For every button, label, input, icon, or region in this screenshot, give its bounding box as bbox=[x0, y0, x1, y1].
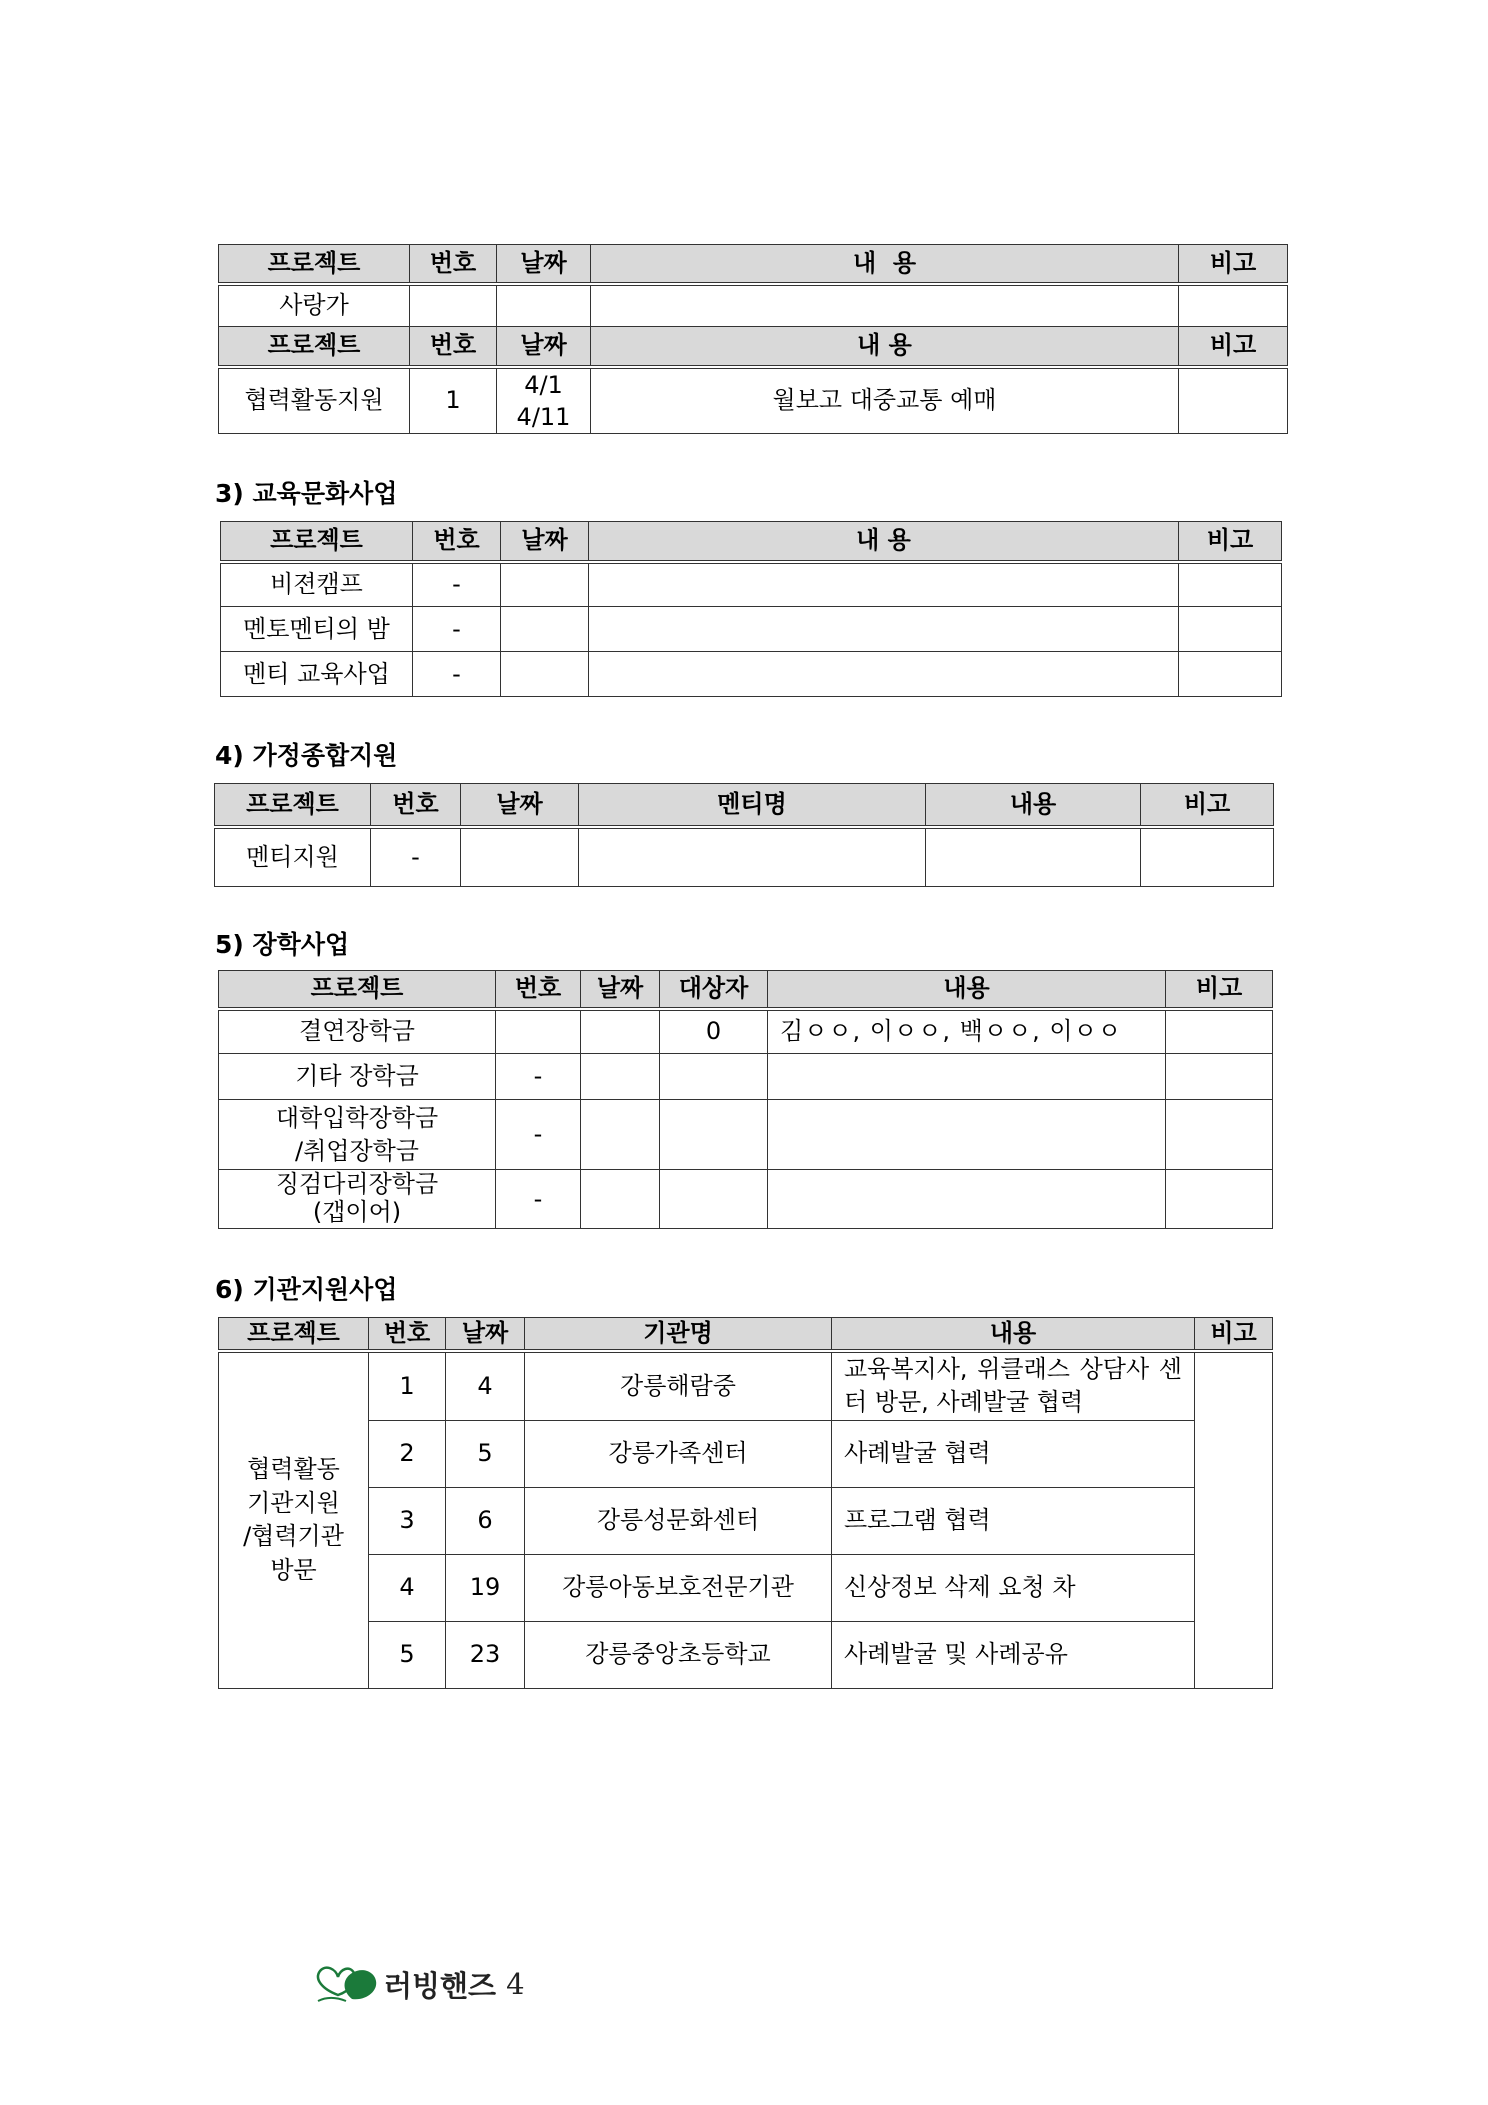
cell-number bbox=[496, 1009, 581, 1054]
section-title: 4) 가정종합지원 bbox=[215, 741, 398, 770]
cell-note bbox=[1179, 562, 1282, 607]
cell-target: 0 bbox=[660, 1009, 768, 1054]
header-number: 번호 bbox=[413, 522, 501, 562]
table-header-row bbox=[219, 245, 1288, 284]
table-header-row bbox=[219, 1318, 1273, 1351]
table-row bbox=[219, 1100, 1273, 1170]
cell-date bbox=[497, 367, 591, 434]
table-row bbox=[219, 1054, 1273, 1100]
header-number: 번호 bbox=[369, 1318, 446, 1351]
cell-target bbox=[660, 1054, 768, 1100]
cell-mentee-name bbox=[579, 827, 926, 887]
header-project: 프로젝트 bbox=[219, 245, 410, 284]
footer-logo bbox=[312, 1960, 525, 2008]
cell-project: 비젼캠프 bbox=[221, 562, 413, 607]
cell-project bbox=[219, 1170, 496, 1229]
cell-date bbox=[581, 1009, 660, 1054]
cell-project: 협력활동지원 bbox=[219, 367, 410, 434]
project-line: (갭이어) bbox=[312, 1198, 402, 1226]
cell-number: 1 bbox=[369, 1351, 446, 1421]
cell-project: 멘티지원 bbox=[215, 827, 371, 887]
cell-note bbox=[1166, 1170, 1273, 1229]
section-title: 3) 교육문화사업 bbox=[215, 479, 398, 508]
cell-date bbox=[501, 652, 589, 697]
header-content: 내용 bbox=[926, 784, 1141, 827]
cell-note bbox=[1166, 1009, 1273, 1054]
cell-content bbox=[589, 562, 1179, 607]
header-number: 번호 bbox=[496, 971, 581, 1009]
cell-note bbox=[1166, 1054, 1273, 1100]
cell-project: 멘티 교육사업 bbox=[221, 652, 413, 697]
cell-number: 1 bbox=[410, 367, 497, 434]
institution-support-table bbox=[218, 1317, 1273, 1689]
cell-organization: 강릉성문화센터 bbox=[525, 1487, 832, 1554]
scholarship-table bbox=[218, 970, 1273, 1229]
table-row bbox=[221, 607, 1282, 652]
cell-content bbox=[591, 284, 1179, 327]
header-project: 프로젝트 bbox=[221, 522, 413, 562]
header-content: 내 용 bbox=[591, 327, 1179, 367]
project-line: 방문 bbox=[270, 1555, 317, 1584]
cell-organization: 강릉아동보호전문기관 bbox=[525, 1554, 832, 1621]
table-row bbox=[219, 284, 1288, 327]
cell-number: 3 bbox=[369, 1487, 446, 1554]
cell-project bbox=[219, 1351, 369, 1689]
cell-target bbox=[660, 1170, 768, 1229]
date-line: 4/1 bbox=[524, 370, 563, 399]
header-date: 날짜 bbox=[497, 327, 591, 367]
table-row bbox=[221, 562, 1282, 607]
brand-name: 러빙핸즈 bbox=[384, 1968, 497, 2003]
table-row bbox=[221, 652, 1282, 697]
cell-content: 신상정보 삭제 요청 차 bbox=[832, 1554, 1195, 1621]
header-date: 날짜 bbox=[497, 245, 591, 284]
cell-content: 프로그램 협력 bbox=[832, 1487, 1195, 1554]
cell-number: - bbox=[496, 1170, 581, 1229]
project-line: 징검다리장학금 bbox=[275, 1170, 439, 1199]
cell-number: 4 bbox=[369, 1554, 446, 1621]
header-note: 비고 bbox=[1195, 1318, 1273, 1351]
cell-content bbox=[768, 1054, 1166, 1100]
cell-content bbox=[589, 652, 1179, 697]
cell-number: 2 bbox=[369, 1420, 446, 1487]
table-row bbox=[219, 1351, 1273, 1421]
header-date: 날짜 bbox=[501, 522, 589, 562]
cell-number bbox=[410, 284, 497, 327]
header-date: 날짜 bbox=[446, 1318, 525, 1351]
cell-content: 교육복지사, 위클래스 상담사 센터 방문, 사례발굴 협력 bbox=[832, 1351, 1195, 1421]
table-row bbox=[219, 1487, 1273, 1554]
header-note: 비고 bbox=[1179, 327, 1288, 367]
cell-number: - bbox=[496, 1054, 581, 1100]
section-title: 5) 장학사업 bbox=[215, 930, 350, 959]
cell-date bbox=[497, 284, 591, 327]
cell-note bbox=[1179, 607, 1282, 652]
cell-content bbox=[768, 1170, 1166, 1229]
cell-number: - bbox=[371, 827, 461, 887]
cell-content bbox=[589, 607, 1179, 652]
header-content: 내용 bbox=[832, 1318, 1195, 1351]
cell-project bbox=[219, 1100, 496, 1170]
cell-number: - bbox=[496, 1100, 581, 1170]
table-row bbox=[215, 827, 1274, 887]
cell-note bbox=[1179, 652, 1282, 697]
header-date: 날짜 bbox=[581, 971, 660, 1009]
header-date: 날짜 bbox=[461, 784, 579, 827]
cell-date bbox=[501, 607, 589, 652]
header-content: 내용 bbox=[768, 971, 1166, 1009]
header-organization: 기관명 bbox=[525, 1318, 832, 1351]
header-project: 프로젝트 bbox=[215, 784, 371, 827]
date-line: 4/11 bbox=[516, 402, 571, 431]
page-number: 4 bbox=[506, 1967, 525, 2001]
header-project: 프로젝트 bbox=[219, 971, 496, 1009]
cell-project: 멘토멘티의 밤 bbox=[221, 607, 413, 652]
header-note: 비고 bbox=[1179, 522, 1282, 562]
table-header-row bbox=[221, 522, 1282, 562]
cell-note bbox=[1179, 367, 1288, 434]
table-header-row bbox=[219, 971, 1273, 1009]
cell-note bbox=[1179, 284, 1288, 327]
cell-note bbox=[1141, 827, 1274, 887]
cell-project: 사랑가 bbox=[219, 284, 410, 327]
cell-number: - bbox=[413, 562, 501, 607]
cell-date bbox=[581, 1054, 660, 1100]
project-line: 기관지원 bbox=[247, 1488, 340, 1517]
table-row bbox=[219, 1420, 1273, 1487]
cell-number: 5 bbox=[369, 1621, 446, 1688]
cell-project: 결연장학금 bbox=[219, 1009, 496, 1054]
table-header-row bbox=[219, 327, 1288, 367]
cell-number: - bbox=[413, 607, 501, 652]
cell-organization: 강릉해람중 bbox=[525, 1351, 832, 1421]
heart-leaf-icon bbox=[312, 1961, 382, 2007]
project-line: /협력기관 bbox=[243, 1522, 344, 1551]
cell-content bbox=[926, 827, 1141, 887]
table-header-row bbox=[215, 784, 1274, 827]
cell-date bbox=[581, 1100, 660, 1170]
cell-note bbox=[1195, 1351, 1273, 1689]
cell-date: 5 bbox=[446, 1420, 525, 1487]
cell-target bbox=[660, 1100, 768, 1170]
header-number: 번호 bbox=[371, 784, 461, 827]
header-note: 비고 bbox=[1166, 971, 1273, 1009]
cell-date: 4 bbox=[446, 1351, 525, 1421]
family-support-table bbox=[214, 783, 1274, 887]
project-line: /취업장학금 bbox=[294, 1136, 419, 1165]
section-title: 6) 기관지원사업 bbox=[215, 1275, 398, 1304]
header-content: 내 용 bbox=[589, 522, 1179, 562]
project-table-1 bbox=[218, 244, 1288, 434]
cell-date: 23 bbox=[446, 1621, 525, 1688]
education-culture-table bbox=[220, 521, 1282, 697]
header-note: 비고 bbox=[1179, 245, 1288, 284]
cell-date: 6 bbox=[446, 1487, 525, 1554]
cell-date bbox=[581, 1170, 660, 1229]
project-line: 대학입학장학금 bbox=[275, 1104, 439, 1133]
header-note: 비고 bbox=[1141, 784, 1274, 827]
table-row bbox=[219, 367, 1288, 434]
header-mentee-name: 멘티명 bbox=[579, 784, 926, 827]
table-row bbox=[219, 1170, 1273, 1229]
cell-content: 김ㅇㅇ, 이ㅇㅇ, 백ㅇㅇ, 이ㅇㅇ bbox=[768, 1009, 1166, 1054]
cell-content bbox=[768, 1100, 1166, 1170]
cell-organization: 강릉중앙초등학교 bbox=[525, 1621, 832, 1688]
cell-content: 사례발굴 및 사례공유 bbox=[832, 1621, 1195, 1688]
table-row bbox=[219, 1621, 1273, 1688]
cell-organization: 강릉가족센터 bbox=[525, 1420, 832, 1487]
cell-content: 사례발굴 협력 bbox=[832, 1420, 1195, 1487]
cell-content: 월보고 대중교통 예매 bbox=[591, 367, 1179, 434]
header-target: 대상자 bbox=[660, 971, 768, 1009]
header-project: 프로젝트 bbox=[219, 1318, 369, 1351]
cell-date bbox=[461, 827, 579, 887]
cell-note bbox=[1166, 1100, 1273, 1170]
cell-project: 기타 장학금 bbox=[219, 1054, 496, 1100]
cell-date bbox=[501, 562, 589, 607]
header-project: 프로젝트 bbox=[219, 327, 410, 367]
header-content: 내 용 bbox=[591, 245, 1179, 284]
table-row bbox=[219, 1009, 1273, 1054]
project-line: 협력활동 bbox=[247, 1454, 340, 1483]
cell-date: 19 bbox=[446, 1554, 525, 1621]
cell-number: - bbox=[413, 652, 501, 697]
table-row bbox=[219, 1554, 1273, 1621]
header-number: 번호 bbox=[410, 245, 497, 284]
header-number: 번호 bbox=[410, 327, 497, 367]
